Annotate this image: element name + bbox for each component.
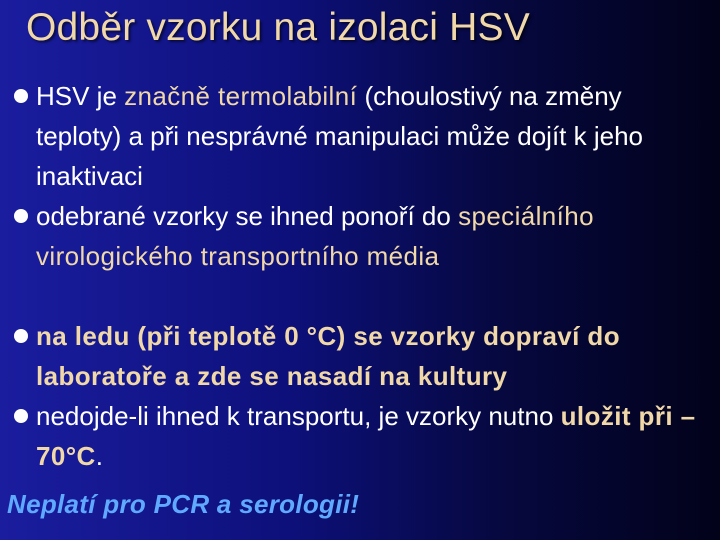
- bullet-text-1: [36, 76, 704, 196]
- bullet-1-highlight: značně termolabilní: [124, 81, 358, 111]
- bullet-2-highlight: speciálního virologického transportního média: [36, 201, 594, 271]
- bullet-2-text-a: odebrané vzorky se ihned ponoří do: [36, 201, 459, 231]
- bullet-text-2: [36, 196, 704, 276]
- bullet-1-text-a: HSV je: [36, 81, 125, 111]
- bullet-dot-icon: [14, 329, 28, 343]
- bullet-3-highlight: na ledu (při teplotě 0 °C) se vzorky dopraví do laboratoře a zde se nasadí na kultury: [36, 321, 620, 391]
- bullet-item-1: [14, 76, 704, 196]
- bullet-4-text-a: nedojde-li ihned k transportu, je vzorky nutno: [36, 401, 561, 431]
- bullet-dot-icon: [14, 89, 28, 103]
- bullet-text-3: [36, 316, 704, 396]
- bullet-item-3: [14, 316, 704, 396]
- bullet-1-text-b: (choulostivý na změny teploty) a při nesprávné manipulaci může dojít k jeho inaktivaci: [36, 81, 643, 191]
- bullet-dot-icon: [14, 209, 28, 223]
- slide-title: Odběr vzorku na izolaci HSV: [26, 6, 530, 49]
- bullet-4-highlight: uložit při –70°C: [36, 401, 696, 471]
- bullet-dot-icon: [14, 409, 28, 423]
- footer-note: Neplatí pro PCR a serologii!: [7, 489, 360, 519]
- bullet-item-4: [14, 396, 704, 476]
- bullet-4-text-b: .: [95, 441, 103, 471]
- bullet-text-4: [36, 396, 704, 476]
- bullet-item-2: [14, 196, 704, 276]
